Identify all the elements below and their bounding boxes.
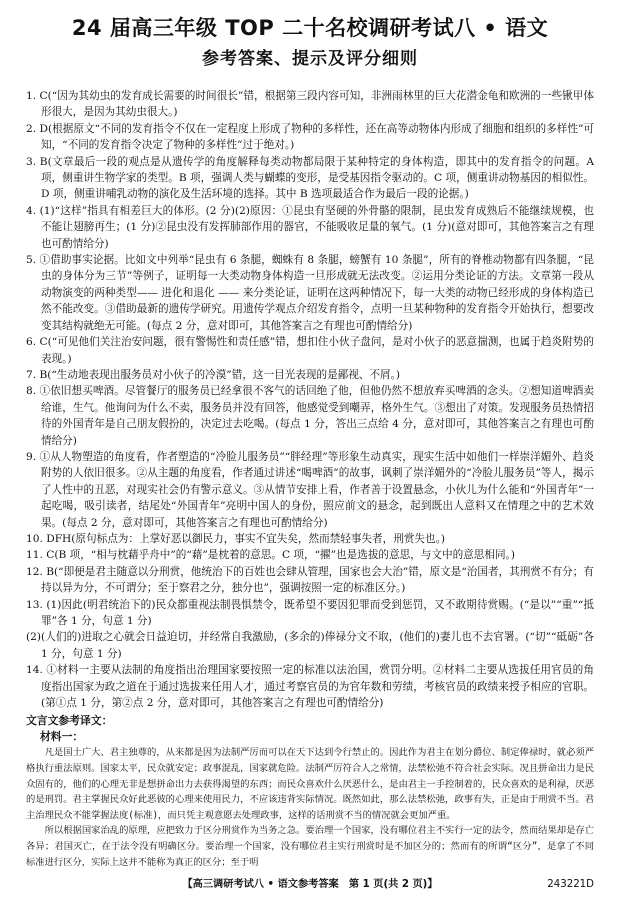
answer-item-10: 10. DFH(原句标点为：上掌好恶以御民力，事实不宜失矣，然而禁轻事失者，刑赏失也。) xyxy=(26,532,446,545)
translation-paragraph-2: 所以根据国家治乱的原理，应把致力于区分刑赏作为当务之急。要治理一个国家，没有哪位君主不实行一定的法令，然而结果却是存亡各异；君国灭亡，在于法令没有明确区分。要治理一个国家，没有哪位君主实行刑赏时是不加区分的；然而有的所谓“区分”，是拿了不同标准进行区分，实际上这并不能称为真正的区分；至于明 xyxy=(26,825,594,868)
translation-paragraph-1: 凡是国土广大、君主独尊的，从来都是因为法制严厉而可以在天下达到令行禁止的。因此作为君主在划分爵位、制定俸禄时，就必须严格执行重法原则。国家太平，民众就安定；政事混乱，国家就危险。法制严厉符合人之常情，法禁松弛不符合社会实际。况且拼命出力是民众固有的，他们的心理无非是想拼命出力去获得渴望的东西；而民众喜欢什么厌恶什么，是由君主一手控制着的，民众喜欢的是利禄，厌恶的是刑罚。君主掌握民众好此恶彼的心理来使用民力，不应该违背实际情况。既然如此，那么法禁松弛，政事有失，正是由于刑赏不当。君主治理民众不能掌握法度(标准)，而只凭主观意愿去处理政事，这样的话刑赏不当的情况就会更加严重。 xyxy=(26,747,594,821)
answer-item-12: 12. B(“即便是君主随意以分刑赏，他统治下的百姓也会肆从管理，国家也会大治”错，原文是“治国者，其刑赏不有分；有持以异为分，不可谓分；至于察君之分，独分也”，强调按照一定的标准区分。) xyxy=(26,565,594,595)
answer-item-11: 11. C(B 项，“相与枕藉乎舟中”的“藉”是枕着的意思。C 项，“擢”也是选拔的意思，与文中的意思相同。) xyxy=(26,549,515,562)
footer-paper-code: 243221D xyxy=(547,879,594,890)
page-title: 24 届高三年级 TOP 二十名校调研考试八 • 语文 xyxy=(71,16,549,40)
translation-heading: 文言文参考译文： xyxy=(26,714,113,728)
page-subtitle: 参考答案、提示及评分细则 xyxy=(202,49,418,69)
answer-item-2: 2. D(根据原文“不同的发育指令不仅在一定程度上形成了物种的多样性，还在高等动物体内形成了细胞和组织的多样性”可知，“不同的发育指令决定了物种的多样性”过于绝对。) xyxy=(26,122,594,152)
answer-item-14: 14. ①材料一主要从法制的角度指出治理国家要按照一定的标准以法治国，赏罚分明。②材料二主要从选拔任用官员的角度指出国家为政之道在于通过选拔来任用人才，通过考察官员的为官年数和劳绩，考核官员的政绩来授予相应的官职。(第①点 1 分，第②点 2 分，意对即可，其他答案言之有理也可酌情给分) xyxy=(26,664,594,710)
page-footer xyxy=(26,878,594,892)
answer-item-7: 7. B(“生动地表现出服务员对小伙子的冷漠”错，这一目光表现的是鄙视、不屑。) xyxy=(26,368,401,381)
material-one-label: 材料一： xyxy=(40,730,84,744)
answer-item-13-2: (2)(人们的)进取之心就会日益迫切，并经常自我激励，(多余的)俸禄分文不取，(他们的)妻儿也不去官署。(“切”“砥砺”各 1 分，句意 1 分) xyxy=(26,631,594,660)
answer-item-4: 4. (1)“这样”指具有相差巨大的体形。(2 分)(2)原因：①昆虫有坚硬的外骨骼的限制，昆虫发育成熟后不能继续规模，也不能让翅膀再生；(1 分)②昆虫没有发挥肺部作用的器官，不能吸收足量的氧气。(1 分)(意对即可，其他答案言之有理也可酌情给分) xyxy=(26,204,594,250)
answer-item-3: 3. B(文章最后一段的观点是从遗传学的角度解释每类动物都局限于某种特定的身体构造，即其中的发育指令的问题。A 项，侧重讲生物学家的类型。B 项，强调人类与蝴蝶的变形，是受基因指令驱动的。C 项，侧重讲动物基因的相似性。D 项，侧重讲哺乳动物的演化及生活环境的选择。其中 B 选项最适合作为最后一段的论据。) xyxy=(26,155,594,201)
answer-item-1: 1. C(“因为其幼虫的发育成长需要的时间很长”错，根据第三段内容可知，非洲雨林里的巨大花潜金龟和欧洲的一些锹甲体形很大，是因为其幼虫很大。) xyxy=(26,90,594,119)
answer-item-13-1: 13. (1)因此(明君统治下的)民众都重视法制畏惧禁令，既希望不要因犯罪而受到惩罚，又不敢期待赏赐。(“是以”“重”“抵罪”各 1 分，句意 1 分) xyxy=(26,598,594,627)
answer-item-8: 8. ①依旧想买啤酒。尽管餐厅的服务员已经拿很不客气的话回绝了他，但他仍然不想放弃买啤酒的念头。②想知道啤酒卖给谁，生气。他询问为什么不卖，服务员并没有回答，他感觉受到嘲弄，格外生气。③想出了对策。发现服务员热情招待的外国青年是自己朋友假扮的，决定过去吃喝。(每点 1 分，答出三点给 4 分，意对即可，其他答案言之有理也可酌情给分) xyxy=(26,385,594,447)
answer-item-9: 9. ①从人物塑造的角度看，作者塑造的“冷脸儿服务员”“胖经理”等形象生动真实，现实生活中如他们一样崇洋媚外、趋炎附势的人依旧很多。②从主题的角度看，作者通过讲述“喝啤酒”的故事，讽刺了崇洋媚外的“冷脸儿服务员”等人，揭示了人性中的丑恶，对现实社会仍有警示意义。③从情节安排上看，作者善于设置悬念，小伙儿为什么能和“外国青年”一起吃喝，吸引读者，结尾处“外国青年”亮明中国人的身份，照应前文的悬念，起到既出人意料又在情理之中的艺术效果。(每点 2 分，意对即可，其他答案言之有理也可酌情给分) xyxy=(26,450,594,529)
answer-item-5: 5. ①借助事实论据。比如文中列举“昆虫有 6 条腿，蜘蛛有 8 条腿，螃蟹有 10 条腿”，所有的脊椎动物都有四条腿，“昆虫的身体分为三节”等例子，证明每一大类动物身体构造一旦形成就无法改变。②运用分类论证的方法。文章第一段从动物演变的两种类型—— 进化和退化 —— 来分类论证，证明在这两种情况下，每一大类的动物已经形成的身体构造已然不能改变。③借助最新的遗传学研究。用遗传学观点介绍发育指令，点明一旦某种物种的发育指令开始执行，想要改变其结构就绝无可能。(每点 2 分，意对即可，其他答案言之有理也可酌情给分) xyxy=(26,254,594,332)
answer-list xyxy=(26,88,594,711)
footer-page-label: 【高三调研考试八 • 语文参考答案 第 1 页(共 2 页)】 xyxy=(182,879,438,890)
answer-item-6: 6. C(“可见他们关注治安问题，很有警惕性和责任感”错，想扣住小伙子盘问，是对小伙子的恶意揣测，也属于趋炎附势的表现。) xyxy=(26,336,594,365)
